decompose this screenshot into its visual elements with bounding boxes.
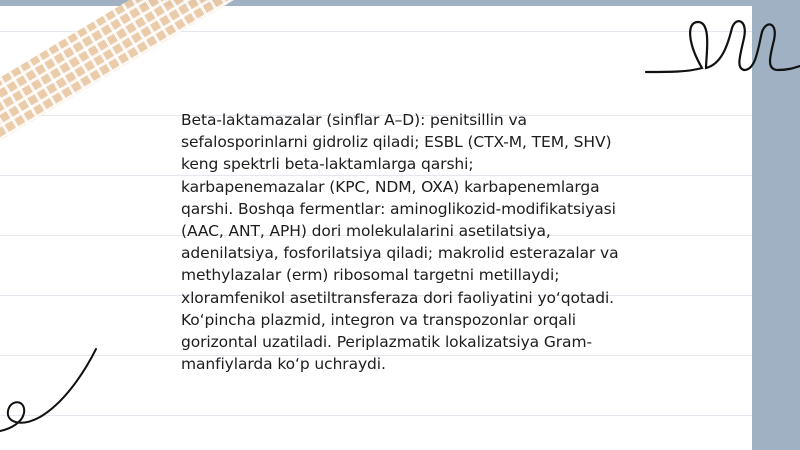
note-body-text: Beta-laktamazalar (sinflar A–D): penitsillin va sefalosporinlarni gidroliz qiladi; ESBL (CTX-M, TEM, SHV) keng spektrli beta-laktamlarga qarshi; karbapenemazalar (KPC, NDM, OXA) karbapenemlarga qarshi. Boshqa fermentlar: aminoglikozid-modifikatsiyasi (AAC, ANT, APH) dori molekulalarini asetilatsiya, adenilatsiya, fosforilatsiya qiladi; makrolid esterazalar va methylazalar (erm) ribosomal targetni metillaydi; xloramfenikol asetiltransferaza dori faoliyatini yo‘qotadi. Ko‘pincha plazmid, integron va transpozonlar orqali gorizontal uzatiladi. Periplazmatik lokalizatsiya Gram-manfiylarda ko‘p uchraydi. bbox=[181, 111, 619, 374]
swirl-scribble-icon bbox=[0, 345, 110, 435]
loop-scribble-icon bbox=[640, 14, 800, 84]
